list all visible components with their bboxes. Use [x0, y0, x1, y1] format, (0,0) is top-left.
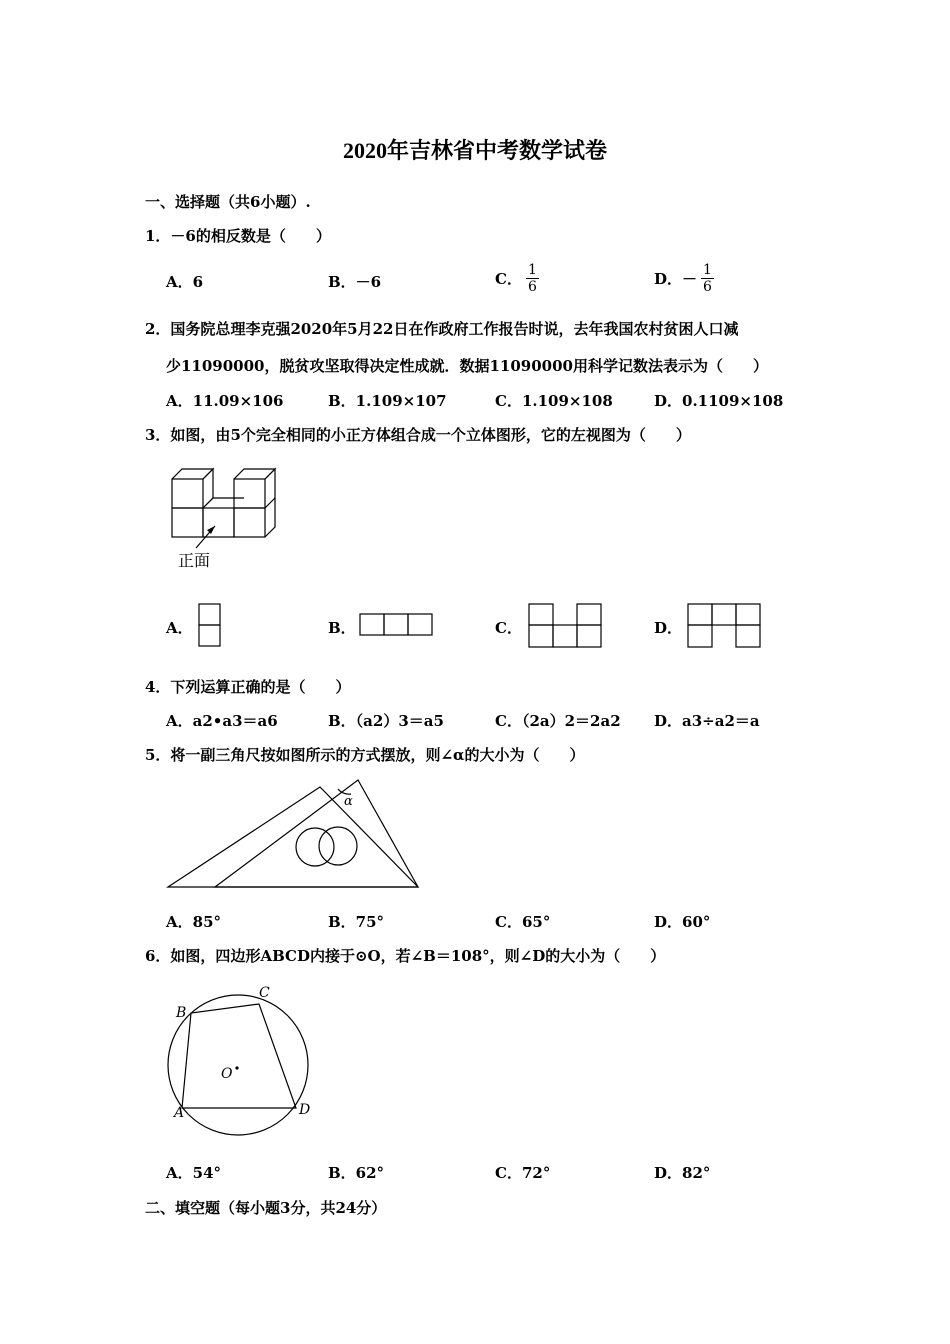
page-title: 2020年吉林省中考数学试卷 — [342, 138, 607, 163]
q5-triangles-figure — [160, 775, 430, 895]
q1-c-numerator: 1 — [527, 262, 537, 278]
question-5-stem: 5．将一副三角尺按如图所示的方式摆放，则∠α的大小为（ ） — [145, 746, 585, 764]
q6-option-b: B．62° — [328, 1164, 385, 1182]
q2-option-b: B．1.109×107 — [328, 392, 447, 410]
q6-label-o: O — [221, 1066, 233, 1082]
q3-option-c-figure — [528, 603, 603, 649]
q3-option-c-label: C． — [495, 619, 522, 637]
q6-label-a: A — [174, 1105, 185, 1121]
q5-alpha-label: α — [344, 794, 353, 809]
q4-option-d: D．a3÷a2＝a — [654, 712, 760, 730]
q1-option-c-fraction — [526, 262, 539, 295]
q4-option-a: A．a2•a3＝a6 — [166, 712, 278, 730]
q5-option-a: A．85° — [166, 913, 222, 931]
q3-option-a-figure — [198, 603, 222, 648]
question-6-stem: 6．如图，四边形ABCD内接于⊙O，若∠B＝108°，则∠D的大小为（ ） — [145, 947, 666, 965]
q4-option-c: C．（2a）2＝2a2 — [495, 712, 621, 730]
q6-label-d: D — [299, 1102, 311, 1118]
q5-option-b: B．75° — [328, 913, 385, 931]
q6-label-c: C — [259, 985, 270, 1001]
q6-option-c: C．72° — [495, 1164, 551, 1182]
q2-option-c: C．1.109×108 — [495, 392, 613, 410]
q3-option-b-label: B． — [328, 619, 356, 637]
q1-d-denominator: 6 — [703, 279, 712, 295]
q1-c-denominator: 6 — [527, 279, 537, 295]
q6-option-d: D．82° — [654, 1164, 711, 1182]
section-heading-fill-in: 二、填空题（每小题3分，共24分） — [145, 1199, 387, 1217]
q1-option-d-fraction — [701, 262, 714, 295]
q3-figure-label: 正面 — [178, 551, 211, 570]
q2-option-d: D．0.1109×108 — [654, 392, 784, 410]
question-2-stem-line1: 2．国务院总理李克强2020年5月22日在作政府工作报告时说，去年我国农村贫困人口减 — [145, 320, 739, 338]
q1-d-numerator: 1 — [703, 262, 712, 278]
q6-label-b: B — [176, 1005, 187, 1021]
q3-option-d-label: D． — [654, 619, 683, 637]
q6-circle-figure — [160, 980, 325, 1145]
q6-option-a: A．54° — [166, 1164, 222, 1182]
q1-option-c — [495, 262, 539, 295]
q1-option-d-prefix: D．－ — [654, 270, 698, 288]
q4-option-b: B．（a2）3＝a5 — [328, 712, 444, 730]
q3-option-b-figure — [359, 613, 434, 637]
section-heading-choice: 一、选择题（共6小题）. — [145, 193, 311, 211]
question-1-stem: 1．－6的相反数是（ ） — [145, 227, 331, 245]
q3-cube-figure — [160, 460, 290, 575]
q1-option-a: A．6 — [166, 273, 204, 291]
q3-option-a-label: A． — [166, 619, 193, 637]
q3-option-d-figure — [687, 603, 762, 649]
question-2-stem-line2: 少11090000，脱贫攻坚取得决定性成就．数据11090000用科学记数法表示为（ ） — [166, 357, 768, 375]
q2-option-a: A．11.09×106 — [166, 392, 284, 410]
q1-option-d — [654, 262, 714, 295]
q5-option-c: C．65° — [495, 913, 551, 931]
question-4-stem: 4．下列运算正确的是（ ） — [145, 678, 351, 696]
q1-option-b: B．－6 — [328, 273, 382, 291]
question-3-stem: 3．如图，由5个完全相同的小正方体组合成一个立体图形，它的左视图为（ ） — [145, 426, 691, 444]
q5-option-d: D．60° — [654, 913, 711, 931]
q1-option-c-prefix: C． — [495, 270, 522, 288]
